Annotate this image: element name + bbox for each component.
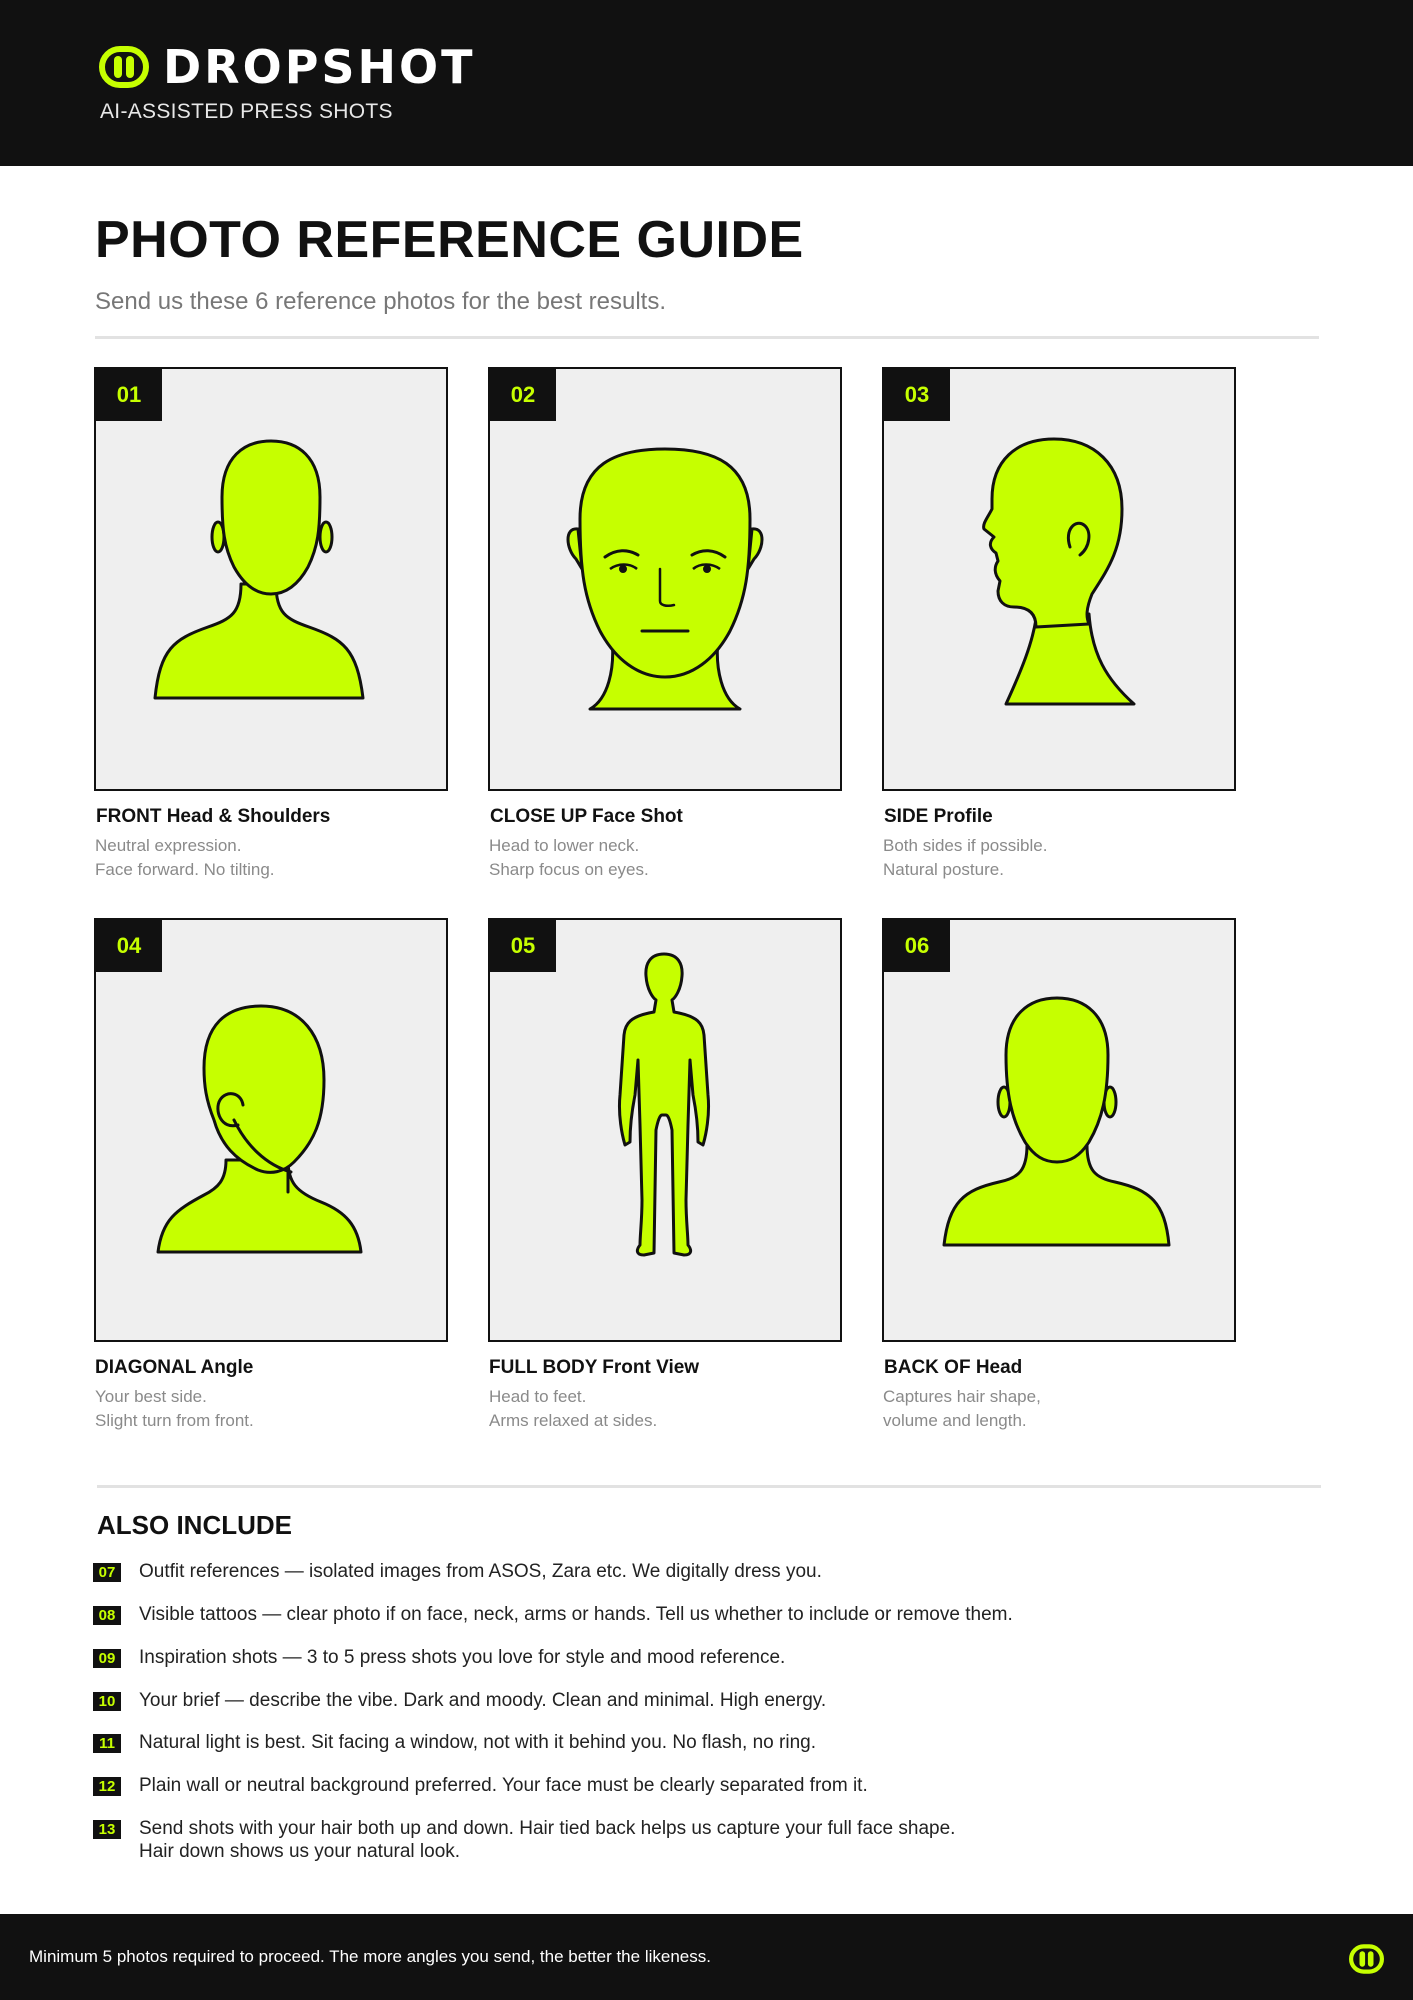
back-of-head-icon (884, 920, 1233, 1339)
item-number: 07 (93, 1563, 121, 1582)
item-text: Plain wall or neutral background preferred. Your face must be clearly separated from it. (139, 1775, 868, 1796)
card-description (95, 834, 275, 882)
footer-note: Minimum 5 photos required to proceed. The more angles you send, the better the likeness. (29, 1947, 711, 1966)
item-text (139, 1817, 955, 1863)
reference-card (488, 918, 842, 1342)
card-desc-line: Sharp focus on eyes. (489, 860, 649, 879)
card-title: SIDE Profile (884, 806, 993, 827)
card-desc-line: Head to lower neck. (489, 836, 640, 855)
card-description (883, 834, 1047, 882)
item-text: Your brief — describe the vibe. Dark and moody. Clean and minimal. High energy. (139, 1690, 827, 1711)
card-description (489, 1385, 657, 1433)
item-number: 12 (93, 1777, 121, 1796)
card-desc-line: Captures hair shape, (883, 1387, 1041, 1406)
card-title: FULL BODY Front View (489, 1357, 700, 1378)
card-description (95, 1385, 254, 1433)
reference-card (882, 367, 1236, 791)
section-title: ALSO INCLUDE (97, 1510, 292, 1540)
card-title: BACK OF Head (884, 1357, 1023, 1378)
card-description (883, 1385, 1041, 1433)
side-profile-icon (884, 369, 1233, 788)
front-head-shoulders-icon (96, 369, 445, 788)
list-item (93, 1603, 1013, 1626)
diagonal-angle-icon (96, 920, 445, 1339)
item-number: 09 (93, 1649, 121, 1668)
card-desc-line: Neutral expression. (95, 836, 242, 855)
divider (97, 1485, 1321, 1488)
brand-name: DROPSHOT (163, 40, 476, 94)
brand-tagline: AI-ASSISTED PRESS SHOTS (100, 100, 393, 123)
card-desc-line: Head to feet. (489, 1387, 587, 1406)
list-item (93, 1560, 822, 1583)
page-footer (0, 1914, 1413, 2000)
card-number: 01 (96, 369, 162, 421)
card-number: 02 (490, 369, 556, 421)
reference-card (94, 367, 448, 791)
item-text-line: Send shots with your hair both up and down. Hair tied back helps us capture your full face shape. (139, 1818, 956, 1839)
full-body-icon (490, 920, 839, 1339)
card-number: 04 (96, 920, 162, 972)
reference-card (882, 918, 1236, 1342)
card-number: 03 (884, 369, 950, 421)
page-subtitle: Send us these 6 reference photos for the best results. (95, 288, 667, 315)
list-item (93, 1689, 826, 1712)
card-desc-line: Natural posture. (883, 860, 1004, 879)
item-text: Natural light is best. Sit facing a window, not with it behind you. No flash, no ring. (139, 1732, 816, 1753)
list-item (93, 1774, 868, 1797)
list-item (93, 1817, 955, 1863)
dropshot-logo-icon (1349, 1944, 1384, 1974)
card-title: CLOSE UP Face Shot (490, 806, 683, 827)
item-number: 10 (93, 1692, 121, 1711)
card-desc-line: Slight turn from front. (95, 1411, 254, 1430)
item-text: Outfit references — isolated images from ASOS, Zara etc. We digitally dress you. (139, 1561, 822, 1582)
card-desc-line: Both sides if possible. (883, 836, 1048, 855)
card-desc-line: Your best side. (95, 1387, 207, 1406)
item-text-line: Hair down shows us your natural look. (139, 1841, 461, 1862)
page-title: PHOTO REFERENCE GUIDE (95, 211, 804, 269)
reference-card (488, 367, 842, 791)
close-up-face-icon (490, 369, 839, 788)
divider (95, 336, 1319, 339)
item-number: 11 (93, 1734, 121, 1753)
item-text: Visible tattoos — clear photo if on face, neck, arms or hands. Tell us whether to include or remove them. (139, 1604, 1013, 1625)
card-title: DIAGONAL Angle (95, 1357, 254, 1378)
item-number: 08 (93, 1606, 121, 1625)
brand-logo (99, 40, 476, 94)
card-number: 06 (884, 920, 950, 972)
list-item (93, 1731, 816, 1754)
card-title: FRONT Head & Shoulders (96, 806, 331, 827)
page-header (0, 0, 1413, 166)
card-desc-line: Face forward. No tilting. (95, 860, 275, 879)
item-text: Inspiration shots — 3 to 5 press shots you love for style and mood reference. (139, 1647, 786, 1668)
card-desc-line: Arms relaxed at sides. (489, 1411, 658, 1430)
reference-card (94, 918, 448, 1342)
dropshot-logo-icon (99, 46, 149, 88)
item-number: 13 (93, 1820, 121, 1839)
card-number: 05 (490, 920, 556, 972)
card-description (489, 834, 649, 882)
list-item (93, 1646, 785, 1669)
card-desc-line: volume and length. (883, 1411, 1027, 1430)
